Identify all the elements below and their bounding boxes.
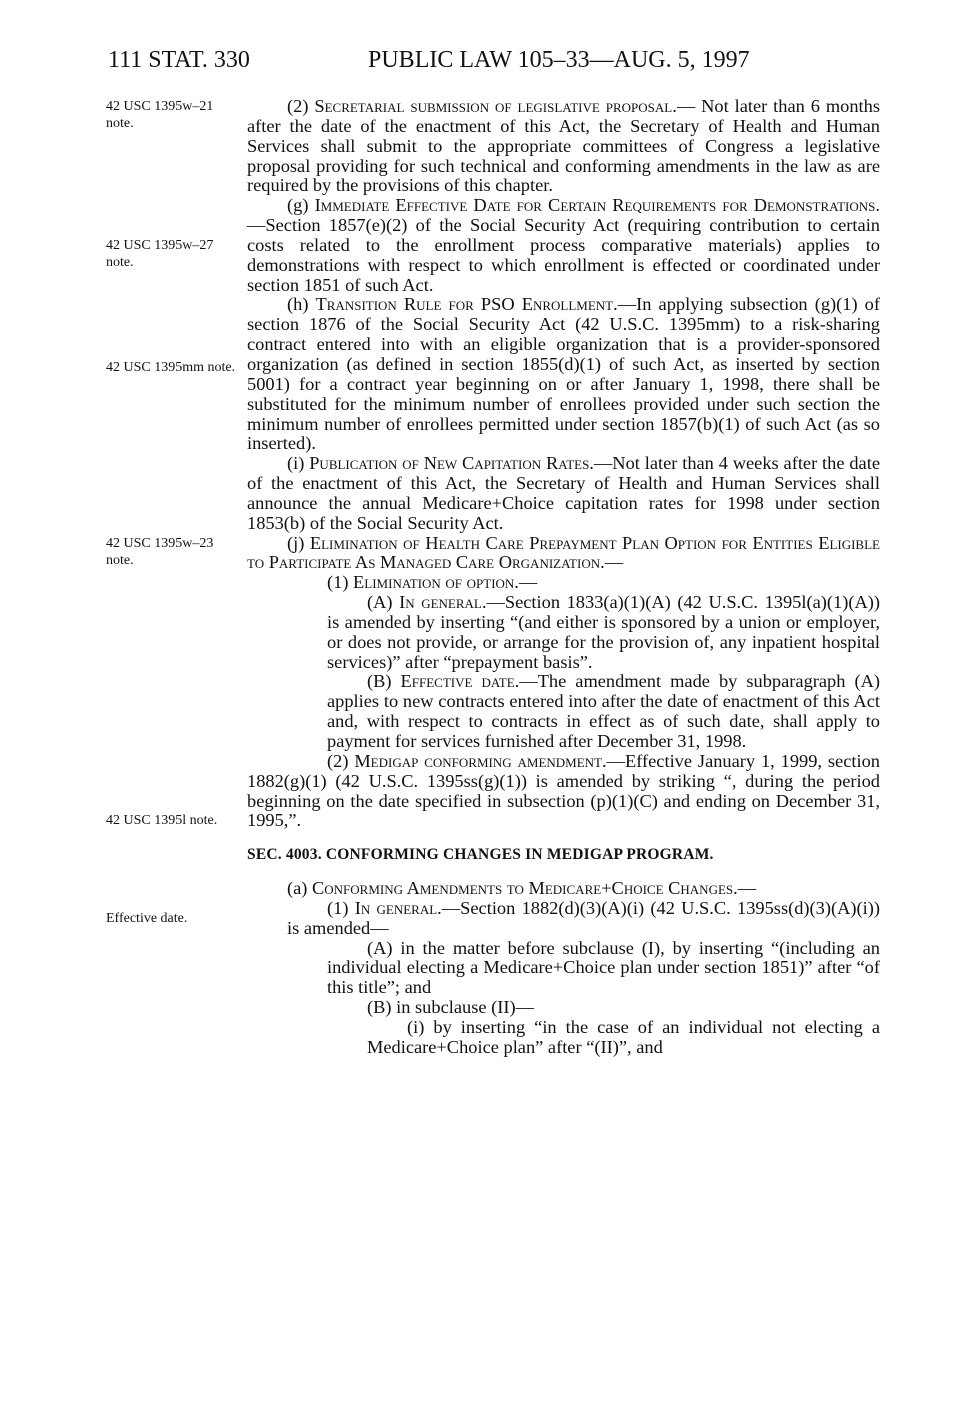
paragraph-text: —Section 1882(d)(3)(A)(i) (42 U.S.C. 1395ss(d)(3)(A)(i)) is amended— <box>287 897 881 938</box>
statute-body <box>247 97 880 1058</box>
paragraph-text: —Effective January 1, 1999, section 1882(g)(1) (42 U.S.C. 1395ss(g)(1)) is amended by striking “, during the period beginning on the date specified in subsection (p)(1)(C) and ending on December 31, 1995,”. <box>247 750 880 831</box>
paragraph <box>247 454 880 533</box>
paragraph <box>247 97 880 196</box>
paragraph-number: (g) <box>287 195 315 216</box>
paragraph-heading: Secretarial submission of legislative proposal. <box>314 96 677 116</box>
paragraph-text: — <box>518 572 538 593</box>
paragraph-heading: Effective date. <box>400 671 520 692</box>
paragraph <box>247 752 880 831</box>
margin-note: 42 USC 1395l note. <box>106 813 218 828</box>
section-heading: SEC. 4003. CONFORMING CHANGES IN MEDIGAP PROGRAM. <box>247 846 714 864</box>
paragraph-text: —In applying subsection (g)(1) of section 1876 of the Social Security Act (42 U.S.C. 1395mm) to a risk-sharing contract entered into with an eligible organization that is a provider-sponsored organization (as defined in section 1855(d)(1) of such Act, as inserted by section 5001) for a contract year beginning on or after January 1, 1998, there shall be substituted for the minimum number of enrollees provided under such section the minimum number of enrollees permitted under section 1857(b)(1) of such Act (as so inserted). <box>247 294 880 454</box>
margin-note: 42 USC 1395mm note. <box>106 360 236 375</box>
paragraph-heading: Transition Rule for PSO Enrollment. <box>315 294 618 315</box>
paragraph-heading: Publication of New Capitation Rates. <box>309 453 594 474</box>
paragraph-heading: Conforming Amendments to Medicare+Choice Changes. <box>312 878 738 899</box>
paragraph-text: —Section 1833(a)(1)(A) (42 U.S.C. 1395l(a)(1)(A)) is amended by inserting “(and either is sponsored by a union or employer, or does not provide, or arrange for the provision of, any inpatient hospital services)” after “prepayment basis”. <box>327 592 880 672</box>
paragraph: (A) in the matter before subclause (I), by inserting “(including an individual electing a Medicare+Choice plan under section 1851)” after “of this title”; and <box>327 937 880 998</box>
margin-note: 42 USC 1395w–21 note. <box>106 99 214 131</box>
paragraph <box>247 879 880 899</box>
paragraph <box>247 593 880 672</box>
paragraph <box>247 573 880 593</box>
paragraph-heading: Elimination of Health Care Prepayment Plan Option for Entities Eligible to Participate As Managed Care Organization. <box>247 532 880 573</box>
paragraph: (i) by inserting “in the case of an individual not electing a Medicare+Choice plan” after “(II)”, and <box>367 1016 880 1057</box>
paragraph-number: (a) <box>287 878 313 899</box>
paragraph <box>247 534 880 574</box>
paragraph-text: — <box>737 878 757 899</box>
paragraph-text: —Not later than 4 weeks after the date of the enactment of this Act, the Secretary of Health and Human Services shall announce the annual Medicare+Choice capitation rates for 1998 under section 1853(b) of the Social Security Act. <box>247 453 880 533</box>
paragraph <box>247 196 880 295</box>
paragraph-text: — Not later than 6 months after the date of the enactment of this Act, the Secretary of Health and Human Services shall submit to the appropriate committees of Congress a legislative proposal providing for such technical and conforming amendments in the law as are required by the provisions of this chapter. <box>247 96 881 196</box>
paragraph <box>247 295 880 454</box>
paragraph-number: (A) <box>367 592 400 613</box>
paragraph-number: (2) <box>287 96 315 116</box>
paragraph-number: (i) <box>287 453 310 474</box>
paragraph-heading: Elimination of option. <box>353 572 519 593</box>
paragraph <box>247 899 880 939</box>
paragraph-text: —The amendment made by subparagraph (A) applies to new contracts entered into after the date of enactment of this Act and, with respect to contracts in effect as of such date, shall apply to payment for services furnished after December 31, 1998. <box>327 671 880 751</box>
paragraph-text: —Section 1857(e)(2) of the Social Security Act (requiring contribution to certain costs related to the enrollment process comparative materials) applies to demonstrations with respect to which enrollment is effected or coordinated under section 1851 of such Act. <box>247 215 880 295</box>
paragraph-heading: In general. <box>399 592 487 613</box>
paragraph-number: (h) <box>287 294 316 315</box>
margin-note: 42 USC 1395w–23 note. <box>106 536 214 568</box>
paragraph-number: (1) <box>327 572 354 593</box>
margin-note: 42 USC 1395w–27 note. <box>106 238 214 270</box>
page-reference: 111 STAT. 330 <box>108 47 250 73</box>
paragraph-heading: Medigap conforming amendment. <box>354 750 607 771</box>
paragraph-heading: Immediate Effective Date for Certain Requirements for Demonstrations. <box>314 195 880 216</box>
paragraph-heading: In general. <box>354 897 442 918</box>
paragraph: (B) in subclause (II)— <box>367 997 534 1018</box>
paragraph-number: (B) <box>367 671 401 692</box>
paragraph <box>247 672 880 751</box>
running-head: PUBLIC LAW 105–33—AUG. 5, 1997 <box>368 47 750 73</box>
paragraph-number: (2) <box>327 750 355 771</box>
paragraph-number: (j) <box>287 532 310 553</box>
margin-note: Effective date. <box>106 911 188 926</box>
paragraph-number: (1) <box>327 897 355 918</box>
paragraph-text: — <box>604 552 624 573</box>
